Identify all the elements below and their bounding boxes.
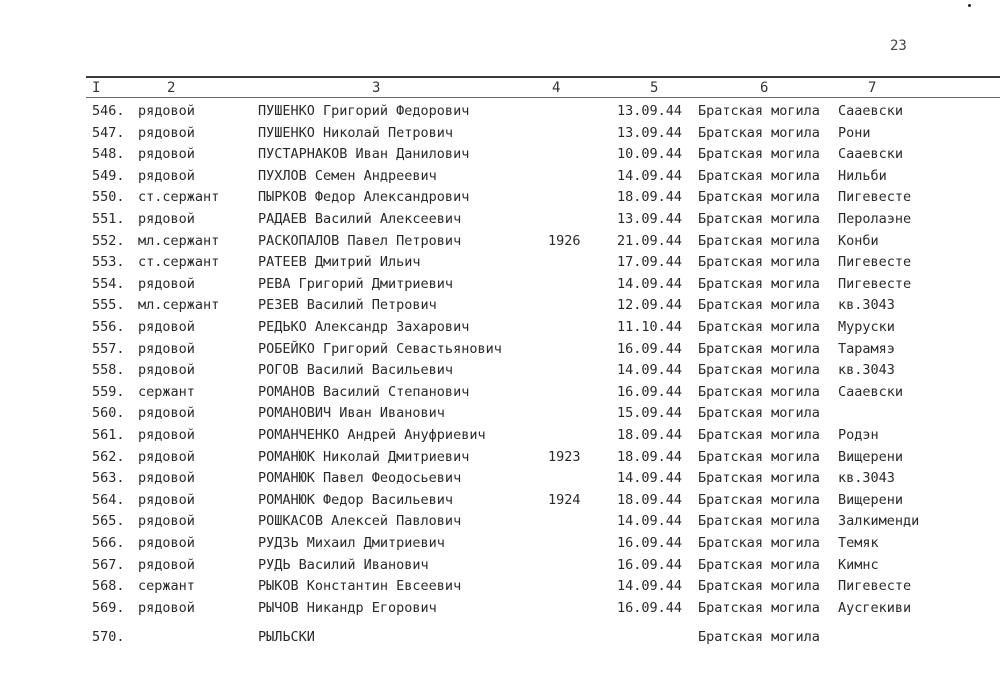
entry-burial-place: Темяк xyxy=(838,535,879,551)
entry-burial-type: Братская могила xyxy=(698,340,820,357)
entry-name: РЫЛЬСКИ xyxy=(258,629,315,646)
entry-burial-type: Братская могила xyxy=(698,470,820,487)
entry-death-date: 18.09.44 xyxy=(617,448,683,465)
entry-rank: рядовой xyxy=(138,103,195,119)
table-row xyxy=(0,341,1000,363)
entry-birth-year: 1923 xyxy=(548,448,581,465)
entry-rank: рядовой xyxy=(138,599,195,616)
header-col-3: 3 xyxy=(372,80,381,96)
table-row xyxy=(0,578,1000,600)
entry-rank: рядовой xyxy=(138,340,195,357)
entry-number: 564. xyxy=(92,491,125,508)
entry-burial-type: Братская могила xyxy=(698,578,820,595)
entry-rank: рядовой xyxy=(138,535,195,551)
entry-burial-place: Пигевесте xyxy=(838,189,912,206)
entry-death-date: 16.09.44 xyxy=(617,383,683,400)
entry-number: 570. xyxy=(92,629,125,646)
table-row xyxy=(0,319,1000,341)
entry-number: 551. xyxy=(92,211,125,227)
entry-burial-place: кв.3043 xyxy=(838,297,895,314)
entry-death-date: 10.09.44 xyxy=(617,146,683,163)
table-row xyxy=(0,254,1000,276)
entry-burial-type: Братская могила xyxy=(698,275,820,292)
table-row xyxy=(0,535,1000,557)
table-row xyxy=(0,211,1000,233)
entry-name: РАСКОПАЛОВ Павел Петрович xyxy=(258,232,462,249)
entry-burial-type: Братская могила xyxy=(698,535,820,551)
entry-number: 547. xyxy=(92,124,125,141)
header-col-2: 2 xyxy=(167,80,176,96)
entry-burial-place: Рони xyxy=(838,124,871,141)
entry-death-date: 14.09.44 xyxy=(617,470,683,487)
entry-death-date: 16.09.44 xyxy=(617,535,683,551)
entry-name: РОГОВ Василий Васильевич xyxy=(258,362,454,379)
entry-burial-type: Братская могила xyxy=(698,362,820,379)
entry-death-date: 13.09.44 xyxy=(617,124,683,141)
entry-burial-type: Братская могила xyxy=(698,254,820,271)
entry-number: 568. xyxy=(92,578,125,595)
entry-number: 559. xyxy=(92,383,125,400)
entry-death-date: 18.09.44 xyxy=(617,189,683,206)
entry-rank: рядовой xyxy=(138,405,195,422)
table-row xyxy=(0,427,1000,449)
entry-burial-type: Братская могила xyxy=(698,297,820,314)
entry-burial-type: Братская могила xyxy=(698,629,820,646)
entry-burial-type: Братская могила xyxy=(698,103,820,119)
entry-number: 561. xyxy=(92,427,125,443)
entry-death-date: 18.09.44 xyxy=(617,491,683,508)
entry-rank: рядовой xyxy=(138,167,195,184)
entry-burial-place: Пигевесте xyxy=(838,578,912,595)
entry-death-date: 14.09.44 xyxy=(617,275,683,292)
entry-rank: сержант xyxy=(138,383,195,400)
table-row xyxy=(0,125,1000,147)
entry-burial-type: Братская могила xyxy=(698,491,820,508)
entry-name: ПУШЕНКО Григорий Федорович xyxy=(258,103,470,119)
entry-death-date: 17.09.44 xyxy=(617,254,683,271)
entry-name: ПУШЕНКО Николай Петрович xyxy=(258,124,454,141)
entry-rank: рядовой xyxy=(138,275,195,292)
entry-rank: рядовой xyxy=(138,319,195,335)
entry-name: РОМАНЮК Павел Феодосьевич xyxy=(258,470,462,487)
entry-burial-place: кв.3043 xyxy=(838,362,895,379)
header-col-4: 4 xyxy=(552,80,561,96)
entry-death-date: 16.09.44 xyxy=(617,340,683,357)
entry-name: РОМАНОВИЧ Иван Иванович xyxy=(258,405,445,422)
entry-burial-place: Вищерени xyxy=(838,448,904,465)
entry-rank: сержант xyxy=(138,578,195,595)
entry-death-date: 14.09.44 xyxy=(617,167,683,184)
entry-number: 546. xyxy=(92,103,125,119)
entry-number: 550. xyxy=(92,189,125,206)
entry-rank: мл.сержант xyxy=(138,232,220,249)
table-row xyxy=(0,600,1000,622)
entry-burial-place: Пигевесте xyxy=(838,275,912,292)
table-row xyxy=(0,513,1000,535)
table-row xyxy=(0,103,1000,125)
entry-birth-year: 1924 xyxy=(548,491,581,508)
entry-rank: ст.сержант xyxy=(138,254,220,271)
entry-burial-place: Сааевски xyxy=(838,103,904,119)
entry-death-date: 21.09.44 xyxy=(617,232,683,249)
entry-name: РУДЬ Василий Иванович xyxy=(258,556,429,573)
entry-rank: рядовой xyxy=(138,427,195,443)
entry-death-date: 14.09.44 xyxy=(617,513,683,530)
entry-rank: рядовой xyxy=(138,556,195,573)
entry-burial-place: Кимнс xyxy=(838,556,879,573)
entry-burial-type: Братская могила xyxy=(698,319,820,335)
entry-number: 549. xyxy=(92,167,125,184)
table-row xyxy=(0,276,1000,298)
entry-name: РОМАНЮК Федор Васильевич xyxy=(258,491,454,508)
speck-mark xyxy=(968,4,971,7)
entry-burial-place: Залкименди xyxy=(838,513,920,530)
entry-name: РОМАНЧЕНКО Андрей Ануфриевич xyxy=(258,427,486,443)
entry-number: 566. xyxy=(92,535,125,551)
entry-burial-place: Аусгекиви xyxy=(838,599,912,616)
entry-burial-type: Братская могила xyxy=(698,513,820,530)
entry-name: РЫЧОВ Никандр Егорович xyxy=(258,599,437,616)
entry-rank: рядовой xyxy=(138,470,195,487)
entry-death-date: 14.09.44 xyxy=(617,362,683,379)
entry-rank: рядовой xyxy=(138,146,195,163)
entry-burial-place: Конби xyxy=(838,232,879,249)
table-row xyxy=(0,146,1000,168)
header-top-rule xyxy=(86,76,1000,78)
table-row xyxy=(0,629,1000,651)
entry-name: ПУСТАРНАКОВ Иван Данилович xyxy=(258,146,470,163)
entry-burial-type: Братская могила xyxy=(698,427,820,443)
table-row xyxy=(0,470,1000,492)
entry-death-date: 16.09.44 xyxy=(617,556,683,573)
table-row xyxy=(0,492,1000,514)
entry-name: ПУХЛОВ Семен Андреевич xyxy=(258,167,437,184)
entry-number: 562. xyxy=(92,448,125,465)
entry-burial-type: Братская могила xyxy=(698,211,820,227)
entry-rank: рядовой xyxy=(138,124,195,141)
entry-burial-place: Сааевски xyxy=(838,146,904,163)
entry-birth-year: 1926 xyxy=(548,232,581,249)
entry-number: 548. xyxy=(92,146,125,163)
entry-burial-place: Перолаэне xyxy=(838,211,912,227)
entry-death-date: 12.09.44 xyxy=(617,297,683,314)
entry-burial-place: Муруски xyxy=(838,319,895,335)
header-col-1: I xyxy=(92,80,101,96)
entry-name: ПЫРКОВ Федор Александрович xyxy=(258,189,470,206)
entry-name: РОМАНОВ Василий Степанович xyxy=(258,383,470,400)
entry-death-date: 13.09.44 xyxy=(617,211,683,227)
entry-burial-place: Нильби xyxy=(838,167,887,184)
entry-number: 552. xyxy=(92,232,125,249)
entry-burial-place: Тарамяэ xyxy=(838,340,895,357)
entry-name: РУДЗЬ Михаил Дмитриевич xyxy=(258,535,445,551)
table-row xyxy=(0,384,1000,406)
entry-death-date: 16.09.44 xyxy=(617,599,683,616)
entry-rank: рядовой xyxy=(138,491,195,508)
entry-name: РЕВА Григорий Дмитриевич xyxy=(258,275,454,292)
entry-number: 565. xyxy=(92,513,125,530)
header-col-5: 5 xyxy=(650,80,659,96)
entry-name: РОМАНЮК Николай Дмитриевич xyxy=(258,448,470,465)
entry-burial-place: Пигевесте xyxy=(838,254,912,271)
table-row xyxy=(0,297,1000,319)
entry-rank: ст.сержант xyxy=(138,189,220,206)
entry-death-date: 15.09.44 xyxy=(617,405,683,422)
table-row xyxy=(0,233,1000,255)
entry-rank: рядовой xyxy=(138,211,195,227)
entry-name: РОБЕЙКО Григорий Севастьянович xyxy=(258,340,502,357)
entry-burial-type: Братская могила xyxy=(698,405,820,422)
entry-death-date: 13.09.44 xyxy=(617,103,683,119)
entry-burial-type: Братская могила xyxy=(698,448,820,465)
table-row xyxy=(0,189,1000,211)
entry-name: РАТЕЕВ Дмитрий Ильич xyxy=(258,254,421,271)
entry-death-date: 11.10.44 xyxy=(617,319,683,335)
entry-number: 569. xyxy=(92,599,125,616)
entry-number: 556. xyxy=(92,319,125,335)
entry-number: 554. xyxy=(92,275,125,292)
entry-burial-place: Родэн xyxy=(838,427,879,443)
entry-rank: рядовой xyxy=(138,448,195,465)
table-row xyxy=(0,362,1000,384)
entry-number: 560. xyxy=(92,405,125,422)
entry-burial-type: Братская могила xyxy=(698,189,820,206)
header-bottom-rule xyxy=(86,97,1000,98)
header-col-6: 6 xyxy=(760,80,769,96)
entry-name: РАДАЕВ Василий Алексеевич xyxy=(258,211,462,227)
entry-burial-type: Братская могила xyxy=(698,124,820,141)
entry-name: РОШКАСОВ Алексей Павлович xyxy=(258,513,462,530)
entry-burial-place: Сааевски xyxy=(838,383,904,400)
header-col-7: 7 xyxy=(868,80,877,96)
entry-number: 558. xyxy=(92,362,125,379)
entry-burial-place: кв.3043 xyxy=(838,470,895,487)
entry-name: РЕДЬКО Александр Захарович xyxy=(258,319,470,335)
entry-name: РЫКОВ Константин Евсеевич xyxy=(258,578,462,595)
entry-number: 555. xyxy=(92,297,125,314)
entry-burial-place: Вищерени xyxy=(838,491,904,508)
table-row xyxy=(0,557,1000,579)
table-row xyxy=(0,168,1000,190)
table-row xyxy=(0,405,1000,427)
entry-death-date: 14.09.44 xyxy=(617,578,683,595)
entry-burial-type: Братская могила xyxy=(698,167,820,184)
entry-rank: мл.сержант xyxy=(138,297,220,314)
entry-burial-type: Братская могила xyxy=(698,383,820,400)
entry-burial-type: Братская могила xyxy=(698,146,820,163)
entry-burial-type: Братская могила xyxy=(698,232,820,249)
entry-number: 567. xyxy=(92,556,125,573)
entry-name: РЕЗЕВ Василий Петрович xyxy=(258,297,437,314)
entry-burial-type: Братская могила xyxy=(698,599,820,616)
table-row xyxy=(0,449,1000,471)
entry-rank: рядовой xyxy=(138,513,195,530)
entry-number: 553. xyxy=(92,254,125,271)
entry-number: 563. xyxy=(92,470,125,487)
entry-number: 557. xyxy=(92,340,125,357)
entry-burial-type: Братская могила xyxy=(698,556,820,573)
page-number: 23 xyxy=(890,38,907,54)
entry-death-date: 18.09.44 xyxy=(617,427,683,443)
entry-rank: рядовой xyxy=(138,362,195,379)
